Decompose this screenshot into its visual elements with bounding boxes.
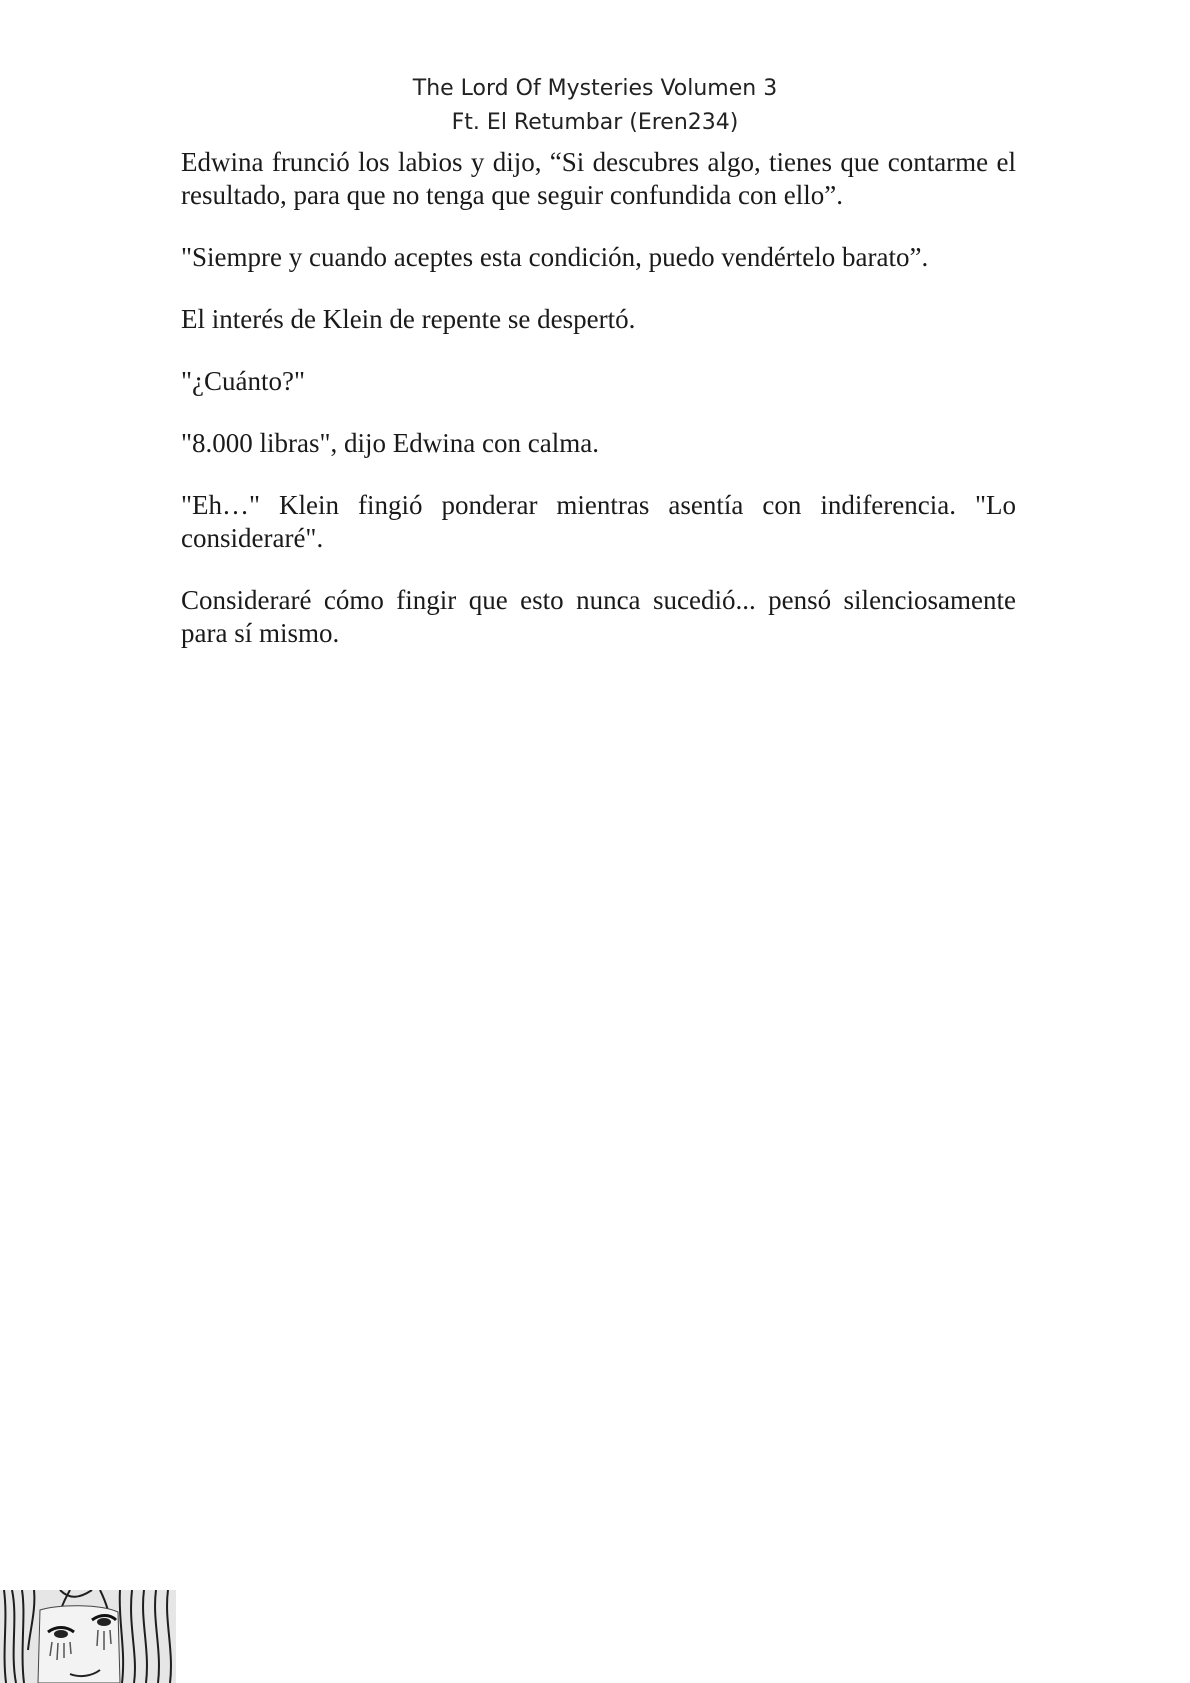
paragraph: Edwina frunció los labios y dijo, “Si descubres algo, tienes que contarme el resultado, para que no tenga que seguir confundida con ello”. bbox=[181, 147, 1016, 210]
portrait-illustration bbox=[0, 1590, 176, 1683]
paragraph: "8.000 libras", dijo Edwina con calma. bbox=[181, 428, 599, 458]
header-credit: Ft. El Retumbar (Eren234) bbox=[451, 110, 739, 135]
paragraph: "Siempre y cuando aceptes esta condición, puedo vendértelo barato”. bbox=[181, 242, 929, 272]
paragraph: "Eh…" Klein fingió ponderar mientras asentía con indiferencia. "Lo consideraré". bbox=[181, 490, 1016, 553]
page-header bbox=[0, 72, 1190, 140]
paragraph: "¿Cuánto?" bbox=[181, 366, 306, 396]
body-text bbox=[181, 146, 1016, 679]
manga-portrait-image bbox=[0, 1590, 176, 1683]
paragraph: Consideraré cómo fingir que esto nunca sucedió... pensó silenciosamente para sí mismo. bbox=[181, 585, 1016, 648]
header-title: The Lord Of Mysteries Volumen 3 bbox=[412, 76, 778, 101]
paragraph: El interés de Klein de repente se despertó. bbox=[181, 304, 636, 334]
